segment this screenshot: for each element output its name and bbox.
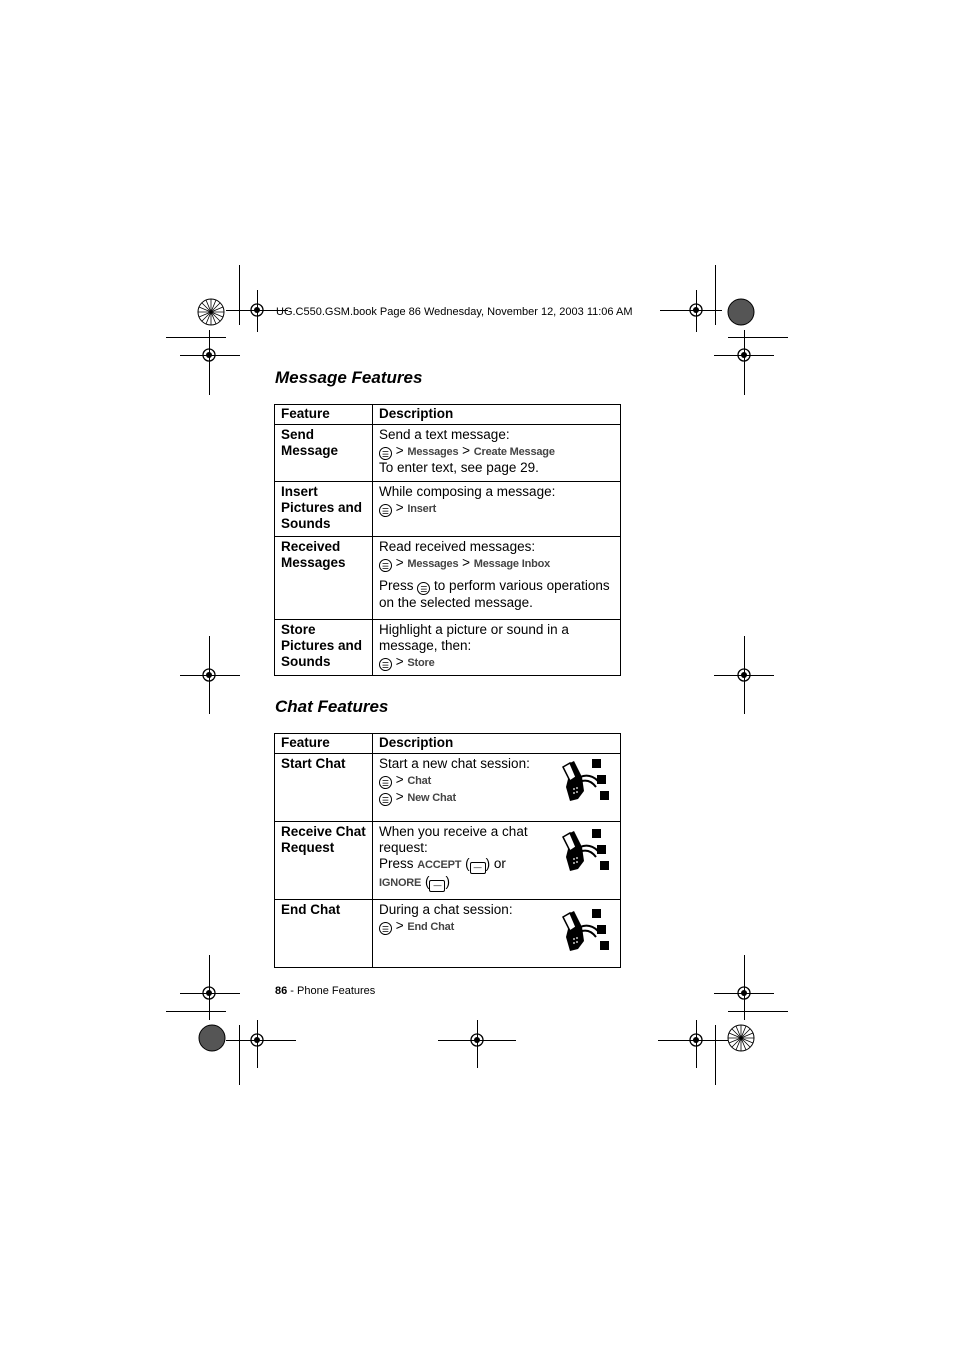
menu-path-item: Messages bbox=[407, 558, 459, 570]
chat-features-title: Chat Features bbox=[275, 697, 389, 716]
menu-path-item: Insert bbox=[407, 503, 437, 515]
network-phone-icon bbox=[563, 909, 609, 951]
description-column-header: Description bbox=[373, 405, 621, 425]
menu-path-item: Chat bbox=[407, 775, 432, 787]
message-features-title: Message Features bbox=[275, 368, 423, 387]
description-text: or bbox=[493, 856, 506, 871]
feature-name: Send Message bbox=[275, 425, 373, 482]
table-header-row bbox=[275, 734, 621, 754]
feature-description: During a chat session: ☰ > End Chat bbox=[373, 900, 621, 968]
description-text: Read received messages: bbox=[379, 539, 536, 554]
menu-key-icon: ☰ bbox=[417, 582, 430, 595]
feature-name: Insert Pictures and Sounds bbox=[275, 482, 373, 537]
menu-key-icon: ☰ bbox=[379, 793, 392, 806]
feature-name: End Chat bbox=[275, 900, 373, 968]
page-number: 86 bbox=[275, 985, 288, 997]
description-column-header: Description bbox=[373, 734, 621, 754]
description-text: Start a new chat session: bbox=[379, 756, 530, 771]
description-text: During a chat session: bbox=[379, 902, 513, 917]
description-text: Send a text message: bbox=[379, 427, 510, 442]
description-text: When you receive a chat request: bbox=[379, 824, 528, 855]
feature-description: While composing a message: ☰ > Insert bbox=[373, 482, 621, 537]
message-features-table bbox=[274, 404, 621, 676]
menu-key-icon: ☰ bbox=[379, 447, 392, 460]
feature-column-header: Feature bbox=[275, 734, 373, 754]
menu-key-icon: ☰ bbox=[379, 922, 392, 935]
menu-path-item: Create Message bbox=[473, 446, 555, 458]
feature-description: Highlight a picture or sound in a message, then: ☰ > Store bbox=[373, 620, 621, 676]
table-row bbox=[275, 620, 621, 676]
table-row bbox=[275, 482, 621, 537]
description-text: Press bbox=[379, 856, 414, 871]
menu-key-icon: ☰ bbox=[379, 776, 392, 789]
ignore-softkey-label: IGNORE bbox=[379, 877, 422, 889]
menu-path-item: Message Inbox bbox=[473, 558, 551, 570]
menu-path-item: Store bbox=[407, 657, 435, 669]
table-row bbox=[275, 537, 621, 620]
network-phone-icon bbox=[563, 829, 609, 871]
menu-key-icon: ☰ bbox=[379, 559, 392, 572]
feature-name: Received Messages bbox=[275, 537, 373, 620]
feature-name: Store Pictures and Sounds bbox=[275, 620, 373, 676]
description-text: To enter text, see page 29. bbox=[379, 460, 539, 475]
left-soft-key-icon: — bbox=[470, 862, 486, 874]
feature-name: Start Chat bbox=[275, 754, 373, 822]
feature-column-header: Feature bbox=[275, 405, 373, 425]
accept-softkey-label: ACCEPT bbox=[417, 859, 462, 871]
description-text: Press bbox=[379, 578, 414, 593]
menu-key-icon: ☰ bbox=[379, 504, 392, 517]
feature-description: Start a new chat session: ☰ > Chat ☰ > New Chat bbox=[373, 754, 621, 822]
book-header: UG.C550.GSM.book Page 86 Wednesday, November 12, 2003 11:06 AM bbox=[276, 306, 633, 318]
menu-key-icon: ☰ bbox=[379, 658, 392, 671]
feature-description: Send a text message: ☰ > Messages > Create Message To enter text, see page 29. bbox=[373, 425, 621, 482]
description-text: Highlight a picture or sound in a message, then: bbox=[379, 622, 569, 653]
table-row bbox=[275, 425, 621, 482]
description-text: to perform various operations on the selected message. bbox=[379, 578, 610, 610]
network-phone-icon bbox=[563, 759, 609, 801]
feature-description: Read received messages: ☰ > Messages > Message Inbox Press ☰ to perform various operations on the selected message. bbox=[373, 537, 621, 620]
right-soft-key-icon: — bbox=[429, 880, 445, 892]
footer-section: - Phone Features bbox=[287, 985, 376, 997]
menu-path-item: Messages bbox=[407, 446, 459, 458]
description-text: While composing a message: bbox=[379, 484, 556, 499]
table-header-row bbox=[275, 405, 621, 425]
page-footer bbox=[275, 985, 375, 997]
feature-description: When you receive a chat request: Press ACCEPT ( — ) or IGNORE ( — ) bbox=[373, 822, 621, 900]
menu-path-item: End Chat bbox=[407, 921, 455, 933]
network-phone-icons bbox=[560, 757, 618, 957]
menu-path-item: New Chat bbox=[407, 792, 456, 804]
feature-name: Receive Chat Request bbox=[275, 822, 373, 900]
